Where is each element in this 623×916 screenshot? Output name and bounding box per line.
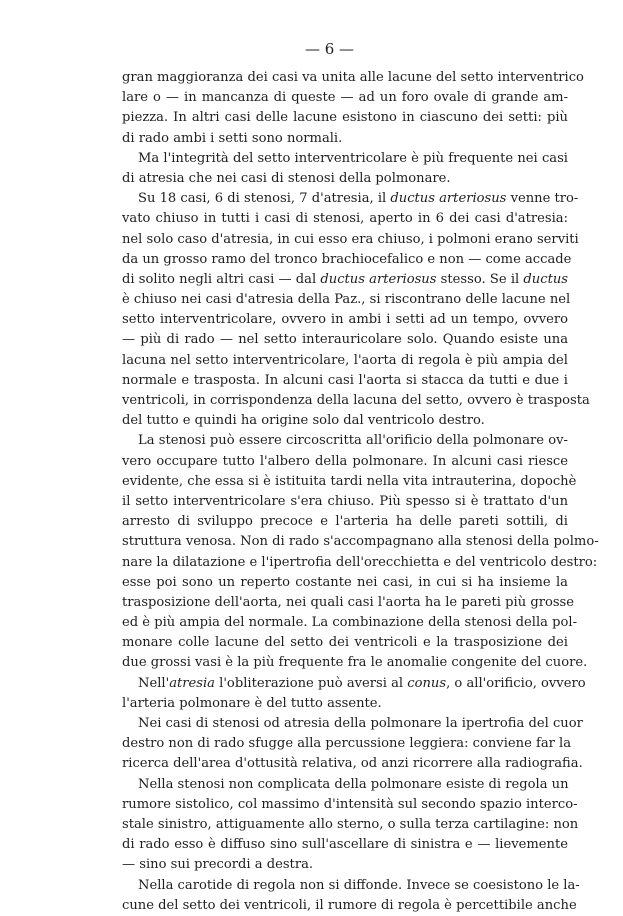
body-text <box>122 68 599 916</box>
text-line: Nei casi di stenosi od atresia della polmonare la ipertrofia del cuor <box>138 716 583 731</box>
text-line: cune del setto dei ventricoli, il rumore di regola è percettibile anche <box>122 897 577 913</box>
text-line: del tutto e quindi ha origine solo dal ventricolo destro. <box>122 413 485 429</box>
text-line: ed è più ampia del normale. La combinazione della stenosi della pol- <box>122 615 578 631</box>
text-line: Su 18 casi, 6 di stenosi, 7 d'atresia, il ductus arteriosus venne tro- <box>138 191 579 207</box>
text-line: di rado esso è diffuso sino sull'ascellare di sinistra e — lievemente <box>122 837 568 853</box>
text-line: Nella stenosi non complicata della polmonare esiste di regola un <box>138 776 569 792</box>
text-line: è chiuso nei casi d'atresia della Paz., si riscontrano delle lacune nel <box>122 292 571 308</box>
text-line: di rado ambi i setti sono normali. <box>122 130 343 146</box>
text-line: evidente, che essa si è istituita tardi nella vita intrauterina, dopochè <box>122 473 577 489</box>
text-line: di solito negli altri casi — dal ductus arteriosus stesso. Se il ductus <box>122 271 568 287</box>
text-line: l'arteria polmonare è del tutto assente. <box>122 695 382 711</box>
text-line: monare colle lacune del setto dei ventricoli e la trasposizione dei <box>122 635 568 651</box>
text-line: — più di rado — nel setto interauricolare solo. Quando esiste una <box>122 332 568 348</box>
text-line: gran maggioranza dei casi va unita alle lacune del setto interventrico <box>122 70 584 85</box>
text-line: vero occupare tutto l'albero della polmonare. In alcuni casi riesce <box>122 453 568 469</box>
text-line: vato chiuso in tutti i casi di stenosi, aperto in 6 dei casi d'atresia: <box>122 211 568 227</box>
page-number: — 6 — <box>304 40 355 58</box>
text-line: rumore sistolico, col massimo d'intensità sul secondo spazio interco- <box>122 796 578 812</box>
text-line: — sino sui precordi a destra. <box>122 857 314 873</box>
text-line: da un grosso ramo del tronco brachiocefalico e non — come accade <box>122 251 572 267</box>
text-line: destro non di rado sfugge alla percussione leggiera: conviene far la <box>122 736 572 752</box>
text-line: trasposizione dell'aorta, nei quali casi l'aorta ha le pareti più grosse <box>122 594 575 610</box>
text-line: piezza. In altri casi delle lacune esistono in ciascuno dei setti: più <box>122 110 568 126</box>
text-line: nel solo caso d'atresia, in cui esso era chiuso, i polmoni erano serviti <box>122 231 579 247</box>
text-line: il setto interventricolare s'era chiuso. Più spesso si è trattato d'un <box>122 493 568 509</box>
text-line: esse poi sono un reperto costante nei casi, in cui si ha insieme la <box>122 574 568 590</box>
text-line: La stenosi può essere circoscritta all'orificio della polmonare ov- <box>138 433 568 449</box>
text-line: struttura venosa. Non di rado s'accompagnano alla stenosi della polmo- <box>122 534 599 550</box>
text-line: stale sinistro, attiguamente allo sterno, o sulla terza cartilagine: non <box>122 816 579 832</box>
text-line: lare o — in mancanza di queste — ad un foro ovale di grande am- <box>122 90 568 106</box>
text-line: lacuna nel setto interventricolare, l'aorta di regola è più ampia del <box>122 352 568 368</box>
text-line: ricerca dell'area d'ottusità relativa, od anzi ricorrere alla radiografia. <box>122 756 583 772</box>
text-line: Ma l'integrità del setto interventricolare è più frequente nei casi <box>138 150 568 166</box>
text-line: arresto di sviluppo precoce e l'arteria ha delle pareti sottili, di <box>122 514 568 530</box>
text-line: due grossi vasi è la più frequente fra le anomalie congenite del cuore. <box>122 655 588 671</box>
text-line: Nella carotide di regola non si diffonde. Invece se coesistono le la- <box>138 877 580 893</box>
text-line: nare la dilatazione e l'ipertrofia dell'orecchietta e del ventricolo destro: <box>122 554 598 570</box>
text-line: setto interventricolare, ovvero in ambi i setti ad un tempo, ovvero <box>122 312 568 328</box>
text-line: normale e trasposta. In alcuni casi l'aorta si stacca da tutti e due i <box>122 372 568 388</box>
text-line: di atresia che nei casi di stenosi della polmonare. <box>122 170 451 186</box>
text-line: Nell'atresia l'obliterazione può aversi al conus, o all'orificio, ovvero <box>138 675 586 691</box>
text-line: ventricoli, in corrispondenza della lacuna del setto, ovvero è trasposta <box>122 393 590 408</box>
